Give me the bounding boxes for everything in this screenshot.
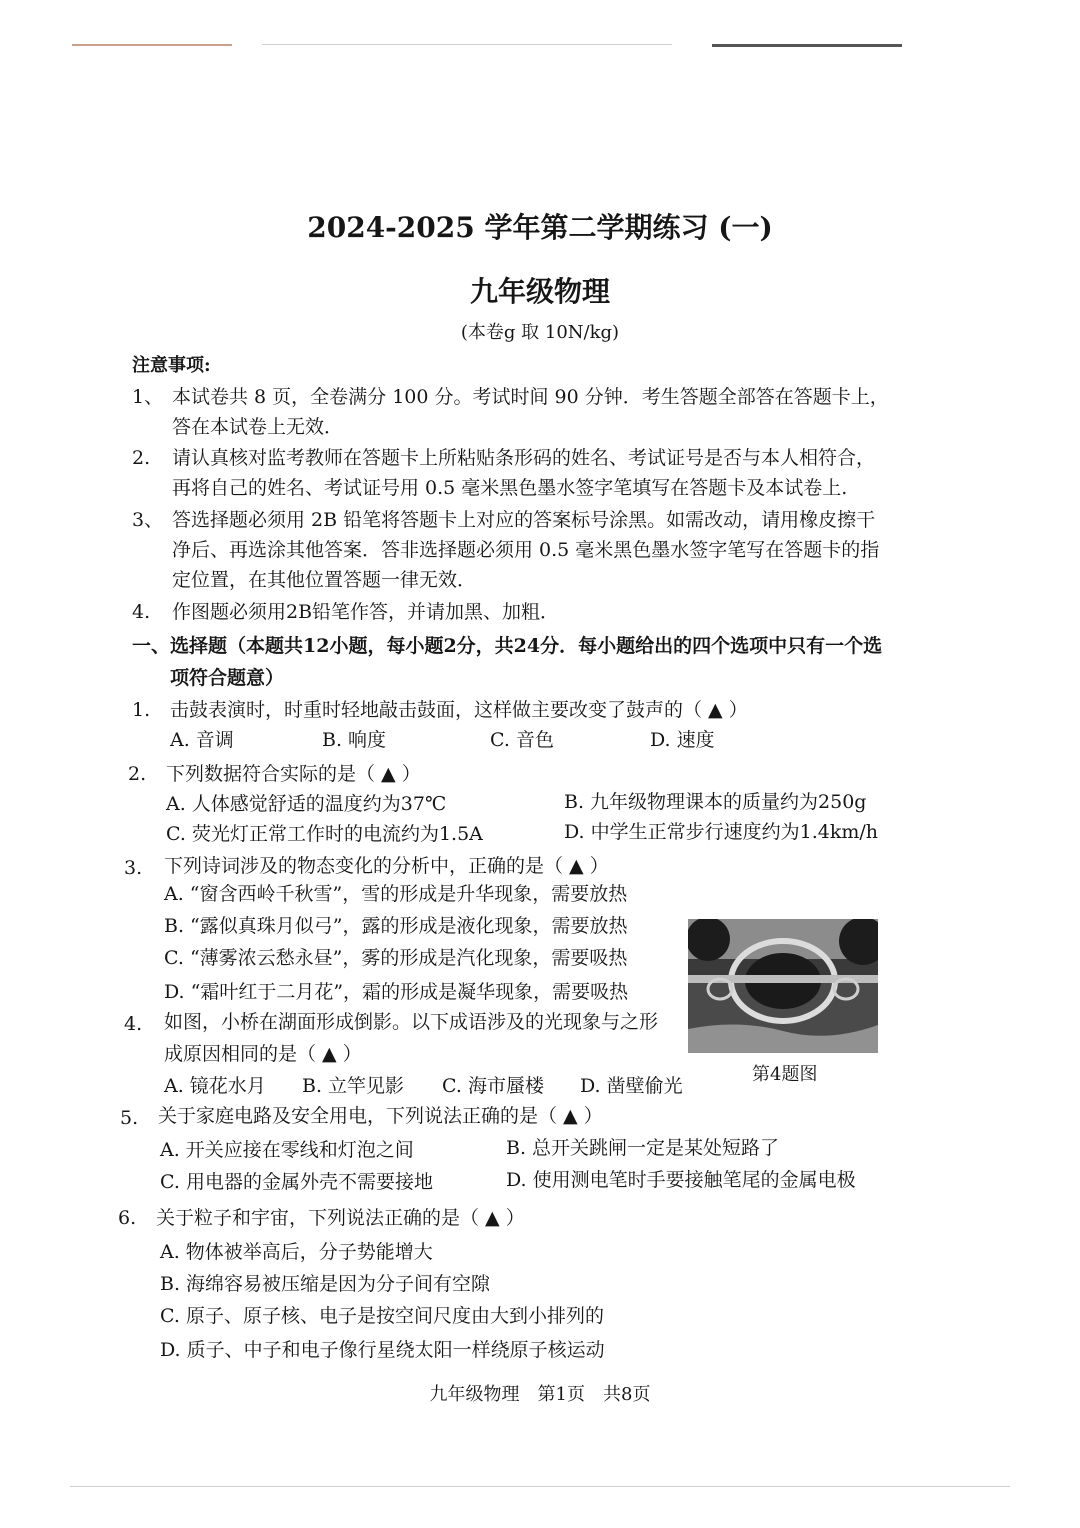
option-c: C. “薄雾浓云愁永昼”，雾的形成是汽化现象，需要吸热 bbox=[164, 947, 628, 969]
question-stem: 下列诗词涉及的物态变化的分析中，正确的是（ ▲ ） bbox=[164, 855, 609, 877]
option-a: A. “窗含西岭千秋雪”，雪的形成是升华现象，需要放热 bbox=[164, 883, 628, 905]
notice-line: 再将自己的姓名、考试证号用 0.5 毫米黑色墨水签字笔填写在答题卡及本试卷上. bbox=[172, 477, 848, 499]
notice-number: 1、 bbox=[132, 386, 164, 408]
option-c: C. 音色 bbox=[490, 729, 554, 751]
option-b: B. 响度 bbox=[322, 729, 387, 751]
scan-edge-line bbox=[712, 44, 902, 47]
option-d: D. 速度 bbox=[650, 729, 715, 751]
notice-line: 定位置，在其他位置答题一律无效． bbox=[172, 569, 477, 591]
option-b: B. “露似真珠月似弓”，露的形成是液化现象，需要放热 bbox=[164, 915, 628, 937]
option-c: C. 原子、原子核、电子是按空间尺度由大到小排列的 bbox=[160, 1305, 604, 1327]
notice-number: 3、 bbox=[132, 509, 164, 531]
option-a: A. 镜花水月 bbox=[164, 1075, 266, 1097]
notice-number: 2. bbox=[132, 447, 151, 469]
question-stem: 成原因相同的是（ ▲ ） bbox=[164, 1043, 362, 1065]
question-number: 6. bbox=[118, 1207, 137, 1229]
option-d: D. 中学生正常步行速度约为1.4km/h bbox=[564, 821, 879, 843]
scan-edge-line bbox=[72, 44, 232, 46]
question-stem: 关于家庭电路及安全用电，下列说法正确的是（ ▲ ） bbox=[158, 1105, 603, 1127]
notice-number: 4. bbox=[132, 601, 151, 623]
option-b: B. 立竿见影 bbox=[302, 1075, 405, 1097]
option-c: C. 荧光灯正常工作时的电流约为1.5A bbox=[166, 823, 483, 845]
notice-line: 作图题必须用2B铅笔作答，并请加黑、加粗． bbox=[172, 601, 560, 623]
scan-edge-line bbox=[262, 44, 672, 45]
question-stem: 关于粒子和宇宙，下列说法正确的是（ ▲ ） bbox=[156, 1207, 525, 1229]
exam-note: (本卷g 取 10N/kg) bbox=[460, 322, 620, 343]
section-heading-line: 项符合题意） bbox=[170, 667, 285, 689]
option-a: A. 音调 bbox=[170, 729, 234, 751]
option-d: D. “霜叶红于二月花”，霜的形成是凝华现象，需要吸热 bbox=[164, 981, 629, 1003]
option-b: B. 九年级物理课本的质量约为250g bbox=[564, 791, 867, 813]
option-a: A. 开关应接在零线和灯泡之间 bbox=[160, 1139, 414, 1161]
option-b: B. 总开关跳闸一定是某处短路了 bbox=[506, 1137, 780, 1159]
notice-heading: 注意事项: bbox=[132, 355, 211, 376]
notice-line: 净后、再选涂其他答案．答非选择题必须用 0.5 毫米黑色墨水签字笔写在答题卡的指 bbox=[172, 539, 880, 561]
question-number: 2. bbox=[128, 763, 147, 785]
option-d: D. 质子、中子和电子像行星绕太阳一样绕原子核运动 bbox=[160, 1339, 605, 1361]
option-c: C. 用电器的金属外壳不需要接地 bbox=[160, 1171, 433, 1193]
scan-edge-line bbox=[70, 1486, 1010, 1487]
question-number: 5. bbox=[120, 1107, 139, 1129]
option-c: C. 海市蜃楼 bbox=[442, 1075, 544, 1097]
option-a: A. 人体感觉舒适的温度约为37℃ bbox=[166, 793, 447, 815]
question-stem: 下列数据符合实际的是（ ▲ ） bbox=[166, 763, 421, 785]
figure-caption: 第4题图 bbox=[752, 1064, 818, 1085]
exam-subject: 九年级物理 bbox=[469, 275, 610, 308]
option-a: A. 物体被举高后，分子势能增大 bbox=[160, 1241, 433, 1263]
question-number: 1. bbox=[132, 699, 151, 721]
question-number: 3. bbox=[124, 857, 143, 879]
section-heading-line: 选择题（本题共12小题，每小题2分，共24分．每小题给出的四个选项中只有一个选 bbox=[170, 635, 883, 657]
notice-line: 请认真核对监考教师在答题卡上所粘贴条形码的姓名、考试证号是否与本人相符合， bbox=[172, 447, 876, 469]
option-b: B. 海绵容易被压缩是因为分子间有空隙 bbox=[160, 1273, 491, 1295]
notice-line: 本试卷共 8 页，全卷满分 100 分。考试时间 90 分钟．考生答题全部答在答题卡上， bbox=[172, 386, 889, 408]
notice-line: 答选择题必须用 2B 铅笔将答题卡上对应的答案标号涂黑。如需改动，请用橡皮擦干 bbox=[172, 509, 876, 531]
notice-line: 答在本试卷上无效． bbox=[172, 416, 344, 438]
question-stem: 击鼓表演时，时重时轻地敲击鼓面，这样做主要改变了鼓声的（ ▲ ） bbox=[170, 699, 748, 721]
exam-title: 2024-2025 学年第二学期练习 (一) bbox=[307, 211, 773, 244]
bridge-reflection-photo bbox=[688, 919, 878, 1053]
page-footer: 九年级物理 第1页 共8页 bbox=[429, 1384, 651, 1405]
question-stem: 如图，小桥在湖面形成倒影。以下成语涉及的光现象与之形 bbox=[164, 1011, 659, 1033]
question-number: 4. bbox=[124, 1013, 143, 1035]
option-d: D. 使用测电笔时手要接触笔尾的金属电极 bbox=[506, 1169, 856, 1191]
section-number: 一、 bbox=[132, 635, 171, 657]
option-d: D. 凿壁偷光 bbox=[580, 1075, 683, 1097]
